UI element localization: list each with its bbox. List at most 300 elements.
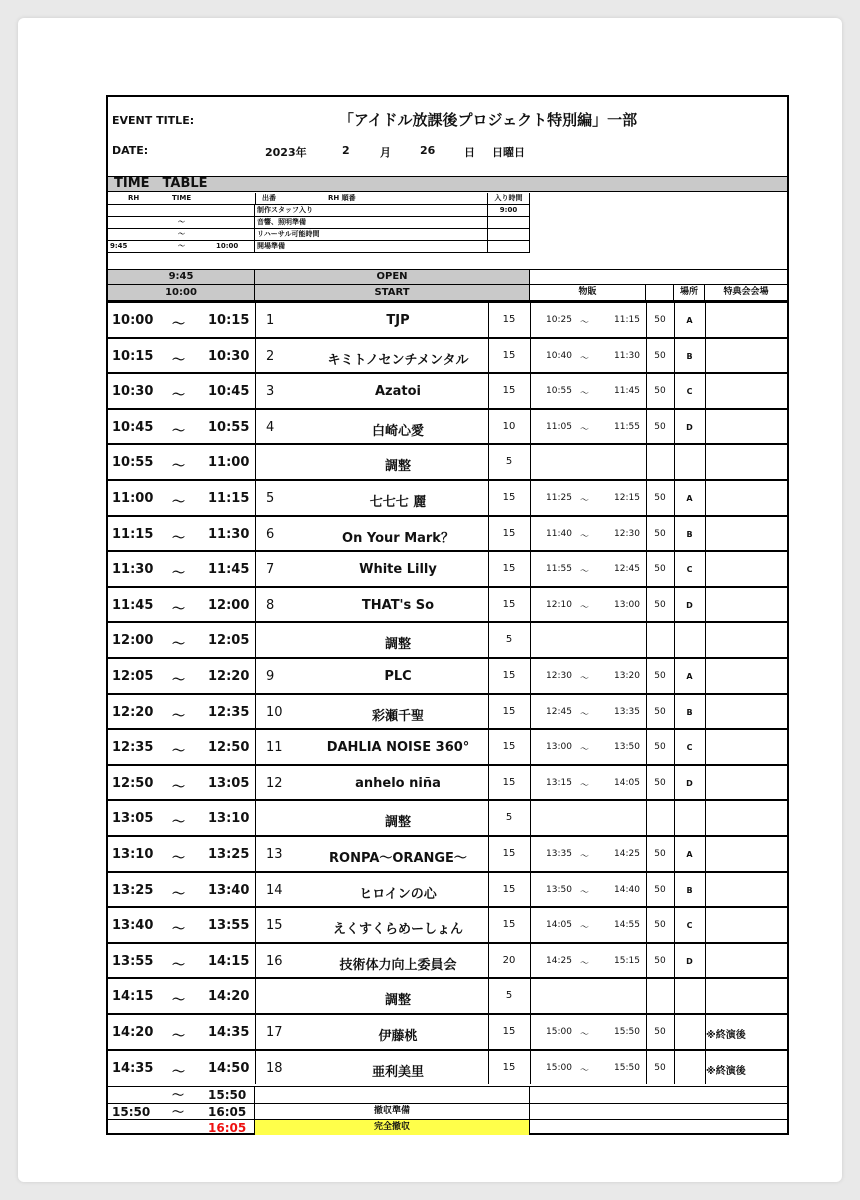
row-start-time: 10:55 (112, 455, 154, 471)
rehearsal-label: リハーサル可能時間 (255, 229, 488, 241)
row-merch-tilde: ～ (580, 887, 590, 898)
row-performer: 調整 (384, 637, 411, 653)
row-merch-start: 13:50 (546, 884, 572, 895)
date-year: 2023年 (265, 146, 307, 159)
footer-row1-tilde: ～ (172, 1088, 185, 1102)
divider-merch-min (674, 1015, 675, 1049)
row-start-time: 14:35 (112, 1060, 154, 1076)
row-tilde: ～ (172, 851, 186, 866)
row-merch-start: 12:10 (546, 599, 572, 610)
footer-row3-label: 完全撤収 (255, 1120, 530, 1135)
divider-time (255, 623, 256, 657)
divider-minutes-col (488, 552, 489, 586)
row-merch-minutes: 50 (654, 849, 666, 859)
row-end-time: 13:40 (208, 882, 250, 898)
row-tilde: ～ (172, 957, 186, 973)
schedule-rows (108, 301, 787, 1085)
row-performer: Azatoi (374, 384, 421, 400)
row-performer: 彩瀬千聖 (371, 708, 424, 724)
row-merch-minutes: 50 (654, 350, 666, 361)
row-number: 15 (266, 918, 283, 934)
row-merch-start: 10:55 (546, 386, 572, 397)
divider-place (705, 552, 706, 586)
row-minutes: 15 (502, 1061, 516, 1073)
row-merch-minutes: 50 (654, 528, 666, 539)
divider-time (255, 1015, 256, 1049)
row-number: 10 (266, 704, 283, 720)
row-number: 14 (266, 882, 283, 898)
row-tilde: ～ (172, 459, 186, 475)
divider-min (530, 730, 531, 764)
row-merch-start: 12:30 (546, 671, 572, 681)
row-merch-end: 15:15 (614, 955, 640, 966)
footer-row2-right (530, 1104, 787, 1120)
row-minutes: 15 (502, 883, 516, 895)
prelude-header-mid (255, 193, 488, 205)
row-end-time: 14:20 (208, 989, 250, 1005)
divider-merch-min (674, 588, 675, 622)
divider-time (255, 695, 256, 729)
divider-merch-min (674, 979, 675, 1013)
divider-merch-min (674, 374, 675, 408)
row-performer: キミトノセンチメンタル (327, 352, 469, 368)
divider-place (705, 517, 706, 551)
merch-min-header (646, 285, 674, 301)
divider-min (530, 944, 531, 978)
divider-minutes-col (488, 445, 489, 479)
row-merch-end: 11:15 (614, 315, 640, 325)
divider-time (255, 1051, 256, 1085)
row-start-time: 12:20 (112, 704, 154, 720)
row-location: B (686, 529, 693, 539)
row-performer: 伊藤桃 (378, 1029, 418, 1044)
row-merch-minutes: 50 (654, 386, 666, 397)
row-merch-start: 14:25 (546, 955, 572, 966)
row-end-time: 11:45 (208, 562, 250, 578)
divider-minutes-col (488, 410, 489, 444)
row-merch-minutes: 50 (654, 1062, 666, 1073)
divider-merch-min (674, 1051, 675, 1085)
row-tilde: ～ (172, 388, 186, 404)
date-day: 26 (420, 144, 436, 157)
row-start-time: 13:10 (112, 847, 154, 862)
footer-row1-label (255, 1087, 530, 1104)
divider-min (530, 837, 531, 871)
divider-place (705, 944, 706, 978)
row-number: 5 (266, 491, 275, 506)
prelude-sound-left (108, 217, 255, 229)
prep-label: 開場準備 (255, 241, 488, 253)
divider-minutes-col (488, 979, 489, 1013)
divider-merch (646, 481, 647, 515)
row-location: C (686, 921, 693, 931)
divider-merch-min (674, 481, 675, 515)
divider-minutes-col (488, 588, 489, 622)
row-end-time: 12:05 (208, 633, 250, 649)
row-merch-end: 12:45 (614, 564, 640, 575)
row-end-time: 11:15 (208, 491, 250, 506)
row-minutes: 15 (502, 670, 516, 681)
divider-merch (646, 766, 647, 800)
divider-minutes-col (488, 623, 489, 657)
row-merch-tilde: ～ (580, 780, 590, 791)
table-row (108, 1049, 787, 1085)
sound-label: 音響、照明準備 (255, 217, 488, 229)
row-merch-end: 14:05 (614, 777, 640, 788)
divider-merch-min (674, 908, 675, 942)
row-end-time: 12:00 (208, 597, 250, 613)
divider-place (705, 303, 706, 337)
row-performer: 七七七 麗 (369, 495, 427, 510)
document-page (18, 18, 842, 1182)
divider-place (705, 1051, 706, 1085)
table-row (108, 906, 787, 942)
row-location: B (686, 351, 693, 361)
divider-minutes-col (488, 801, 489, 835)
row-minutes: 5 (505, 456, 513, 468)
row-merch-tilde: ～ (580, 958, 590, 969)
footer-row2-label: 撤収準備 (255, 1104, 530, 1120)
prelude-rehearsal-left (108, 229, 255, 241)
row-merch-tilde: ～ (580, 424, 590, 435)
row-merch-tilde: ～ (580, 709, 590, 720)
row-merch-tilde: ～ (580, 567, 590, 578)
row-end-time: 14:50 (208, 1060, 250, 1076)
row-minutes: 10 (502, 420, 516, 432)
row-tilde: ～ (172, 317, 186, 332)
row-merch-minutes: 50 (654, 742, 666, 753)
row-merch-minutes: 50 (654, 1027, 666, 1037)
divider-minutes-col (488, 837, 489, 871)
row-location: A (686, 316, 693, 325)
row-merch-tilde: ～ (580, 674, 590, 684)
divider-time (255, 979, 256, 1013)
start-label: START (255, 285, 530, 301)
divider-min (530, 659, 531, 693)
footer-row1-time (108, 1087, 255, 1104)
row-merch-tilde: ～ (580, 852, 590, 862)
divider-place (705, 659, 706, 693)
staff-entry-time: 9:00 (488, 205, 530, 217)
divider-merch (646, 695, 647, 729)
row-number: 7 (266, 562, 275, 578)
row-merch-tilde: ～ (580, 318, 590, 328)
row-start-time: 14:15 (112, 989, 154, 1005)
sound-entry (488, 217, 530, 229)
table-row (108, 657, 787, 693)
divider-place (705, 766, 706, 800)
divider-merch (646, 873, 647, 907)
divider-place (705, 481, 706, 515)
open-label: OPEN (255, 269, 530, 285)
row-merch-minutes: 50 (654, 777, 666, 788)
divider-min (530, 979, 531, 1013)
row-minutes: 15 (502, 349, 516, 361)
row-end-time: 13:55 (208, 918, 250, 934)
row-start-time: 12:00 (112, 633, 154, 649)
row-end-time: 10:45 (208, 384, 250, 400)
row-start-time: 11:15 (112, 526, 154, 542)
row-end-time: 12:20 (208, 669, 250, 684)
row-end-time: 13:05 (208, 775, 250, 791)
table-row (108, 871, 787, 907)
divider-merch-min (674, 873, 675, 907)
divider-min (530, 517, 531, 551)
row-tilde: ～ (172, 779, 186, 795)
table-row (108, 977, 787, 1013)
staff-entry-label: 制作スタッフ入り (255, 205, 488, 217)
divider-merch (646, 410, 647, 444)
row-number: 8 (266, 597, 275, 613)
row-tilde: ～ (172, 566, 186, 582)
row-merch-tilde: ～ (580, 1065, 590, 1076)
date-month: 2 (342, 144, 350, 157)
row-end-time: 11:30 (208, 526, 250, 542)
row-start-time: 14:20 (112, 1025, 154, 1040)
divider-place (705, 623, 706, 657)
divider-merch (646, 979, 647, 1013)
divider-place (705, 873, 706, 907)
row-tilde: ～ (172, 744, 186, 760)
col-entry-label: 入り時間 (488, 193, 530, 205)
divider-min (530, 801, 531, 835)
row-merch-end: 13:20 (614, 671, 640, 681)
divider-merch-min (674, 339, 675, 373)
row-performer: 調整 (384, 815, 411, 831)
col-order-label: 出番 (262, 194, 276, 202)
divider-min (530, 339, 531, 373)
row-start-time: 13:40 (112, 918, 154, 934)
divider-merch (646, 303, 647, 337)
row-note: ※終演後 (706, 1065, 746, 1077)
table-row (108, 586, 787, 622)
row-location: B (686, 885, 693, 895)
table-row (108, 835, 787, 871)
divider-min (530, 588, 531, 622)
row-end-time: 13:25 (208, 847, 250, 862)
row-tilde: ～ (172, 637, 186, 653)
divider-merch (646, 339, 647, 373)
row-minutes: 15 (502, 385, 516, 397)
divider-merch-min (674, 730, 675, 764)
divider-place (705, 410, 706, 444)
open-time: 9:45 (108, 269, 255, 285)
divider-time (255, 303, 256, 337)
row-tilde: ～ (172, 815, 186, 831)
row-minutes: 15 (502, 563, 516, 575)
divider-merch (646, 588, 647, 622)
row-location: C (686, 565, 693, 575)
row-tilde: ～ (172, 495, 186, 510)
tilde-2: ～ (178, 230, 185, 238)
row-tilde: ～ (172, 601, 186, 617)
row-performer: On Your Mark？ (342, 530, 454, 546)
event-title: 「アイドル放課後プロジェクト特別編」一部 (338, 111, 638, 129)
row-number: 2 (266, 348, 275, 364)
row-tilde: ～ (172, 1064, 186, 1080)
table-row (108, 372, 787, 408)
row-location: A (686, 850, 693, 859)
divider-time (255, 766, 256, 800)
row-start-time: 12:35 (112, 740, 154, 756)
row-tilde: ～ (172, 993, 186, 1009)
divider-min (530, 1015, 531, 1049)
divider-place (705, 979, 706, 1013)
start-time: 10:00 (108, 285, 255, 301)
row-start-time: 10:45 (112, 419, 154, 435)
divider-min (530, 766, 531, 800)
row-start-time: 12:05 (112, 669, 154, 684)
row-merch-start: 15:00 (546, 1027, 572, 1037)
footer-row2-start: 15:50 (112, 1104, 151, 1119)
divider-minutes-col (488, 339, 489, 373)
footer-row2-time (108, 1104, 255, 1120)
divider-min (530, 873, 531, 907)
row-tilde: ～ (172, 530, 186, 546)
divider-merch (646, 374, 647, 408)
divider-merch (646, 944, 647, 978)
divider-merch (646, 623, 647, 657)
divider-minutes-col (488, 908, 489, 942)
divider-minutes-col (488, 659, 489, 693)
col-time-label: TIME (172, 194, 192, 202)
row-minutes: 15 (502, 492, 516, 503)
divider-time (255, 374, 256, 408)
row-merch-tilde: ～ (580, 353, 590, 364)
row-minutes: 15 (502, 314, 516, 325)
divider-minutes-col (488, 1051, 489, 1085)
divider-place (705, 339, 706, 373)
divider-min (530, 695, 531, 729)
table-row (108, 479, 787, 515)
tilde-1: ～ (178, 218, 185, 226)
divider-place (705, 445, 706, 479)
row-minutes: 15 (502, 1026, 516, 1037)
timetable-header-bar: TIME TABLE (108, 176, 787, 192)
row-location: C (686, 743, 693, 753)
divider-time (255, 944, 256, 978)
row-merch-tilde: ～ (580, 1030, 590, 1040)
row-start-time: 11:30 (112, 562, 154, 578)
prelude-prep-left (108, 241, 255, 253)
open-right-empty (530, 269, 787, 285)
row-number: 1 (266, 313, 275, 328)
divider-merch-min (674, 445, 675, 479)
footer-row3-time: 16:05 (208, 1120, 247, 1135)
divider-merch-min (674, 659, 675, 693)
row-performer: ヒロインの心 (359, 886, 437, 902)
row-start-time: 13:05 (112, 811, 154, 827)
col-rh-order-label: RH 順番 (328, 194, 356, 202)
table-row (108, 408, 787, 444)
row-start-time: 11:45 (112, 597, 154, 613)
divider-min (530, 303, 531, 337)
divider-merch (646, 837, 647, 871)
row-minutes: 15 (502, 848, 516, 859)
row-minutes: 15 (502, 705, 516, 717)
divider-minutes-col (488, 730, 489, 764)
footer-row2-end: 16:05 (208, 1104, 247, 1119)
divider-min (530, 481, 531, 515)
divider-minutes-col (488, 695, 489, 729)
row-number: 6 (266, 526, 275, 542)
event-title-label: EVENT TITLE: (112, 114, 195, 127)
row-performer: えくすくらめーしょん (332, 922, 463, 938)
row-end-time: 14:15 (208, 953, 250, 969)
row-location: B (686, 707, 693, 717)
divider-place (705, 374, 706, 408)
row-start-time: 13:55 (112, 953, 154, 969)
divider-merch-min (674, 410, 675, 444)
divider-time (255, 410, 256, 444)
divider-merch-min (674, 517, 675, 551)
row-tilde: ～ (172, 922, 186, 938)
divider-min (530, 908, 531, 942)
row-tilde: ～ (172, 352, 186, 368)
divider-min (530, 623, 531, 657)
row-merch-end: 11:30 (614, 350, 640, 361)
row-merch-end: 14:55 (614, 920, 640, 931)
row-merch-start: 13:35 (546, 849, 572, 859)
row-merch-end: 15:50 (614, 1027, 640, 1037)
row-tilde: ～ (172, 886, 186, 902)
row-end-time: 10:30 (208, 348, 250, 364)
row-number: 4 (266, 419, 275, 435)
row-merch-start: 14:05 (546, 920, 572, 931)
table-row (108, 301, 787, 337)
prelude-staff-left (108, 205, 255, 217)
divider-place (705, 588, 706, 622)
divider-time (255, 481, 256, 515)
table-row (108, 515, 787, 551)
footer-row3-time-cell (108, 1120, 255, 1135)
row-merch-minutes: 50 (654, 920, 666, 931)
row-end-time: 14:35 (208, 1025, 250, 1040)
divider-merch-min (674, 303, 675, 337)
row-number: 18 (266, 1060, 283, 1076)
divider-minutes-col (488, 873, 489, 907)
row-minutes: 15 (502, 741, 516, 753)
prep-entry (488, 241, 530, 253)
row-merch-end: 14:25 (614, 849, 640, 859)
divider-minutes-col (488, 944, 489, 978)
row-number: 12 (266, 775, 283, 791)
row-merch-start: 11:25 (546, 493, 572, 503)
footer-row1-end: 15:50 (208, 1088, 247, 1102)
row-location: C (686, 387, 693, 397)
divider-merch-min (674, 695, 675, 729)
row-performer: 技術体力向上委員会 (339, 957, 457, 973)
row-performer: TJP (386, 313, 410, 328)
divider-time (255, 517, 256, 551)
row-minutes: 5 (505, 634, 513, 646)
table-row (108, 1013, 787, 1049)
divider-merch (646, 659, 647, 693)
row-location: D (686, 600, 693, 610)
row-merch-minutes: 50 (654, 671, 666, 681)
divider-place (705, 801, 706, 835)
divider-time (255, 730, 256, 764)
divider-merch (646, 801, 647, 835)
row-performer: RONPA～ORANGE～ (329, 851, 467, 866)
rehearsal-entry (488, 229, 530, 241)
divider-min (530, 374, 531, 408)
divider-minutes-col (488, 374, 489, 408)
row-merch-tilde: ～ (580, 923, 590, 934)
row-merch-end: 11:55 (614, 421, 640, 432)
row-merch-tilde: ～ (580, 602, 590, 613)
divider-minutes-col (488, 1015, 489, 1049)
